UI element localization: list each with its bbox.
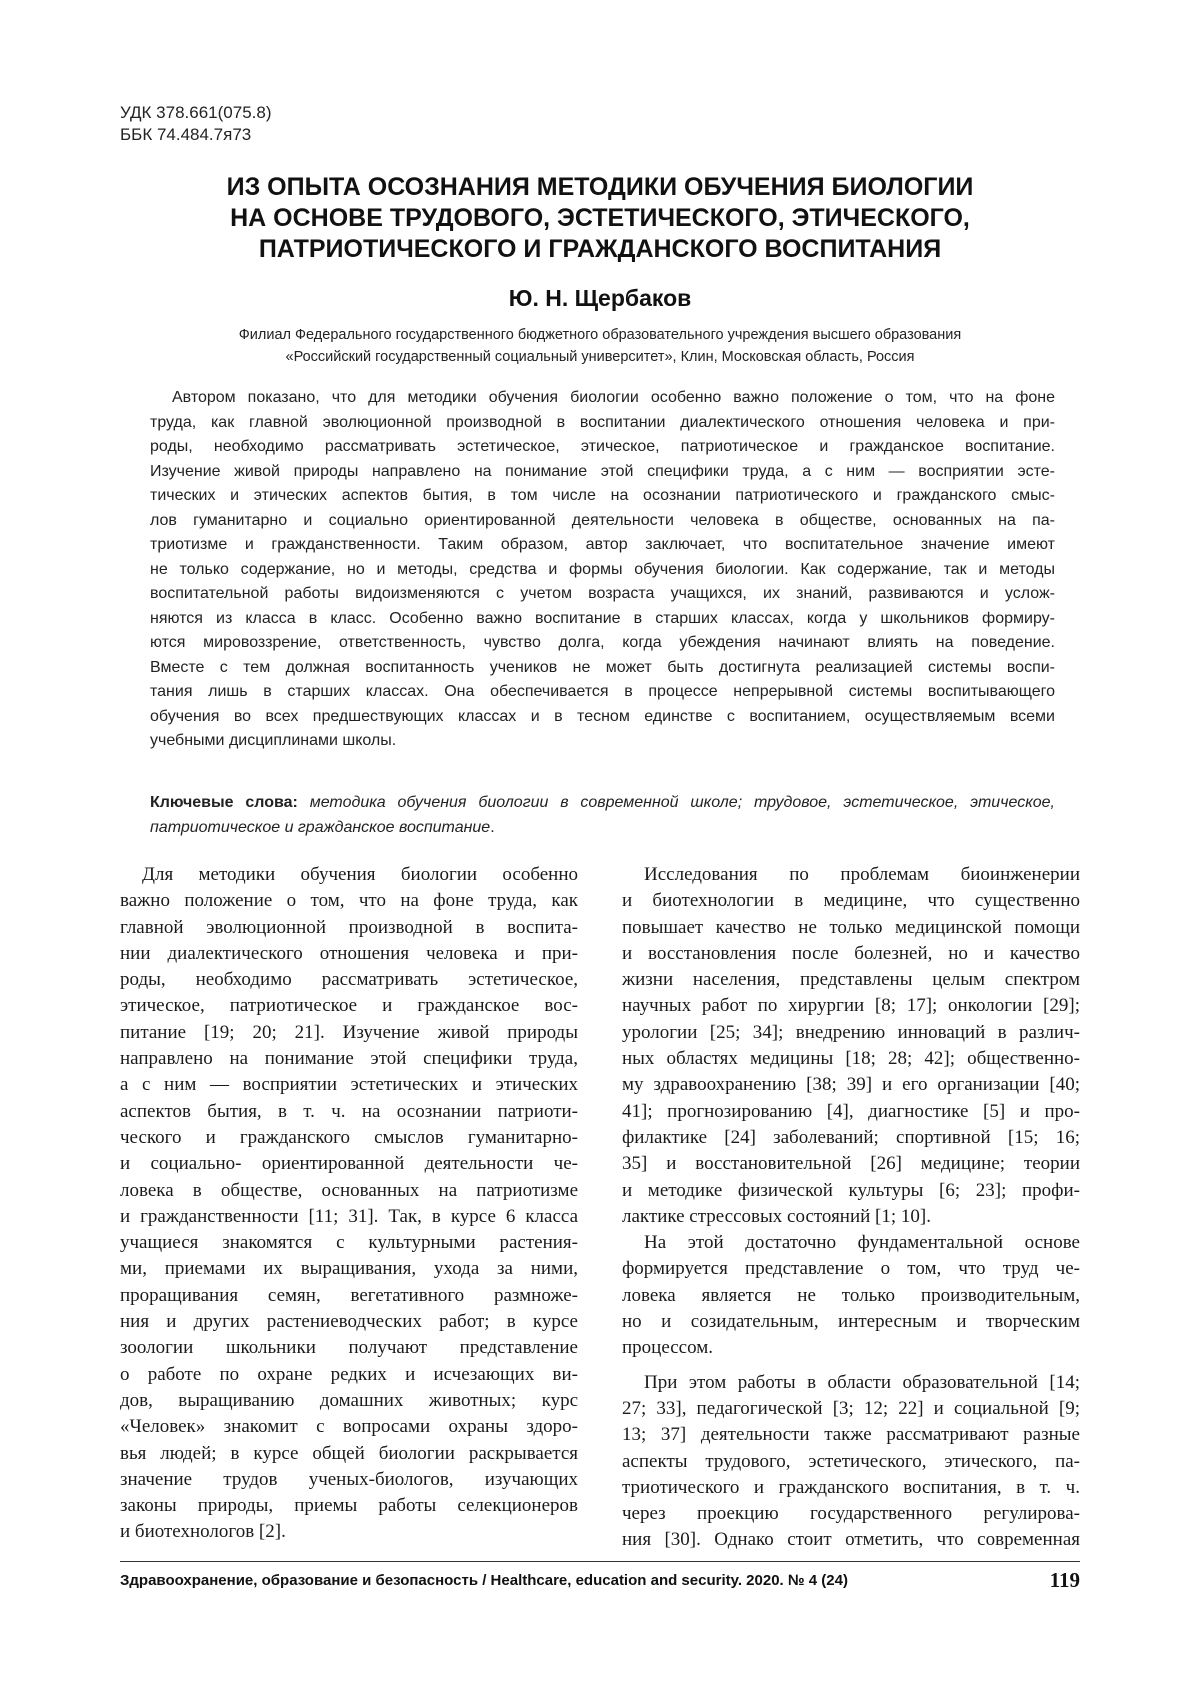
body-line: о работе по охране редких и исчезающих ви- xyxy=(120,1363,578,1385)
body-line: ми, приемами их выращивания, ухода за ними, xyxy=(120,1258,578,1280)
body-line: главной эволюционной производной в воспита- xyxy=(120,916,578,938)
body-line: ния [30]. Однако стоит отметить, что современная xyxy=(622,1529,1080,1551)
abstract-line: триотизме и гражданственности. Таким образом, автор заключает, что воспитательное значение имеют xyxy=(150,536,1055,553)
abstract-line: труда, как главной эволюционной производной в воспитании диалектического отношения человека и при- xyxy=(150,413,1055,431)
title-line: ИЗ ОПЫТА ОСОЗНАНИЯ МЕТОДИКИ ОБУЧЕНИЯ БИОЛОГИИ xyxy=(226,173,974,201)
body-line: роды, необходимо рассматривать эстетическое, xyxy=(120,969,578,991)
body-line: и социально- ориентированной деятельности че- xyxy=(120,1153,578,1175)
body-line: через проекцию государственного регулирова- xyxy=(622,1503,1080,1525)
body-line: но и созидательным, интересным и творческим xyxy=(622,1311,1080,1333)
abstract-line: Автором показано, что для методики обучения биологии особенно важно положение о том, что на фоне xyxy=(172,389,1055,406)
keywords-text: патриотическое и гражданское воспитание xyxy=(150,819,491,836)
body-line: 35] и восстановительной [26] медицине; теории xyxy=(622,1153,1080,1175)
body-line: вья людей; в курсе общей биологии раскрывается xyxy=(120,1442,578,1464)
body-column-left xyxy=(120,862,578,1546)
body-line: На этой достаточно фундаментальной основе xyxy=(644,1232,1080,1254)
keywords-end: . xyxy=(490,819,495,836)
abstract-line: воспитательной работы видоизменяются с учетом возраста учащихся, их знаний, развиваются и услож- xyxy=(150,585,1055,602)
body-line: дов, выращиванию домашних животных; курс xyxy=(120,1389,578,1411)
body-line: значение трудов ученых-биологов, изучающих xyxy=(120,1468,578,1490)
body-line: При этом работы в области образовательной [14; xyxy=(644,1371,1080,1393)
abstract-line: тических и этических аспектов бытия, в том числе на осознании патриотического и гражданского смыс- xyxy=(150,487,1055,504)
title-line: ПАТРИОТИЧЕСКОГО И ГРАЖДАНСКОГО ВОСПИТАНИЯ xyxy=(258,235,942,263)
author-affiliation xyxy=(130,324,1070,368)
body-line: Исследования по проблемам биоинженерии xyxy=(644,864,1080,885)
body-line: аспектов бытия, в т. ч. на осознании патриоти- xyxy=(120,1100,578,1122)
abstract-line: обучения во всех предшествующих классах и в тесном единстве с воспитанием, осуществляемым всеми xyxy=(150,707,1055,725)
body-line: проращивания семян, вегетативного размноже- xyxy=(120,1284,578,1306)
title-line: НА ОСНОВЕ ТРУДОВОГО, ЭСТЕТИЧЕСКОГО, ЭТИЧЕСКОГО, xyxy=(230,204,970,232)
body-line: «Человек» знакомит с вопросами охраны здоро- xyxy=(120,1416,578,1438)
affiliation-line: Филиал Федерального государственного бюджетного образовательного учреждения высшего образования xyxy=(238,327,962,343)
body-line: зоологии школьники получают представление xyxy=(120,1337,578,1359)
abstract-line: не только содержание, но и методы, средства и формы обучения биологии. Как содержание, так и методы xyxy=(150,560,1055,578)
body-line: ловека является не только производительным, xyxy=(622,1284,1080,1306)
body-line: аспекты трудового, эстетического, этического, па- xyxy=(622,1450,1080,1472)
keywords-line xyxy=(150,815,1055,840)
keywords-label: Ключевые слова: xyxy=(150,794,298,811)
body-line: питание [19; 20; 21]. Изучение живой природы xyxy=(120,1021,578,1043)
body-line: а с ним — восприятии эстетических и этических xyxy=(120,1074,578,1096)
body-line: филактике [24] заболеваний; спортивной [15; 16; xyxy=(622,1126,1080,1148)
abstract-line: роды, необходимо рассматривать эстетическое, этическое, патриотическое и гражданское воспитание. xyxy=(150,438,1055,455)
abstract-line: Вместе с тем должная воспитанность учеников не может быть достигнута реализацией системы воспи- xyxy=(150,658,1055,676)
keywords-line xyxy=(150,790,1055,815)
body-line: научных работ по хирургии [8; 17]; онкологии [29]; xyxy=(622,995,1080,1017)
body-line: нии диалектического отношения человека и при- xyxy=(120,942,578,964)
classification-codes xyxy=(120,102,272,146)
body-line: и биотехнологии в медицине, что существенно xyxy=(622,890,1080,912)
body-line: Для методики обучения биологии особенно xyxy=(142,864,578,885)
body-line: формируется представление о том, что труд че- xyxy=(622,1258,1080,1280)
abstract-line: Изучение живой природы направлено на понимание этой специфики труда, а с ним — восприятии эсте- xyxy=(150,462,1055,480)
body-line: жизни населения, представлены целым спектром xyxy=(622,969,1080,991)
article-author: Ю. Н. Щербаков xyxy=(508,285,692,311)
body-line: направлено на понимание этой специфики труда, xyxy=(120,1048,578,1070)
body-line: ных областях медицины [18; 28; 42]; общественно- xyxy=(622,1048,1080,1070)
body-line: процессом. xyxy=(622,1337,714,1359)
bbk-code: ББК 74.484.7я73 xyxy=(120,125,252,144)
body-line: повышает качество не только медицинской помощи xyxy=(622,916,1080,938)
paragraph-gap xyxy=(622,1362,1080,1370)
body-line: и восстановления после болезней, но и качество xyxy=(622,942,1080,964)
body-line: триотического и гражданского воспитания, в т. ч. xyxy=(622,1476,1080,1498)
keywords xyxy=(150,790,1055,840)
affiliation-line: «Российский государственный социальный университет», Клин, Московская область, Россия xyxy=(285,349,915,365)
body-line: му здравоохранению [38; 39] и его организации [40; xyxy=(622,1074,1080,1096)
body-line: ловека в обществе, основанных на патриотизме xyxy=(120,1179,578,1201)
body-line: ческого и гражданского смыслов гуманитарно- xyxy=(120,1126,578,1148)
page-number: 119 xyxy=(1049,1568,1080,1592)
body-line: ния и других растениеводческих работ; в курсе xyxy=(120,1311,578,1333)
body-line: и гражданственности [11; 31]. Так, в курсе 6 класса xyxy=(120,1205,578,1227)
body-line: лактике стрессовых состояний [1; 10]. xyxy=(622,1205,931,1227)
abstract-line: ются мировоззрение, ответственность, чувство долга, когда убеждения начинают влиять на поведение. xyxy=(150,634,1055,651)
body-line: урологии [25; 34]; внедрению инноваций в различ- xyxy=(622,1021,1080,1043)
body-line: и методике физической культуры [6; 23]; профи- xyxy=(622,1179,1080,1201)
body-line: 41]; прогнозированию [4], диагностике [5] и про- xyxy=(622,1100,1080,1122)
body-line: и биотехнологов [2]. xyxy=(120,1521,286,1543)
journal-footer: Здравоохранение, образование и безопасность / Healthcare, education and security. 2020. № 4 (24) xyxy=(120,1572,848,1589)
abstract-line: учебными дисциплинами школы. xyxy=(150,732,397,749)
keywords-text: методика обучения биологии в современной школе; трудовое, эстетическое, этическое, xyxy=(309,794,1055,811)
abstract-line: лов гуманитарно и социально ориентированной деятельности человека в обществе, основанных на па- xyxy=(150,511,1055,529)
body-line: 13; 37] деятельности также рассматривают разные xyxy=(622,1424,1080,1446)
footer-divider xyxy=(120,1561,1080,1562)
body-line: важно положение о том, что на фоне труда, как xyxy=(120,890,578,912)
body-line: этическое, патриотическое и гражданское вос- xyxy=(120,995,578,1017)
article-title xyxy=(130,172,1070,265)
abstract-line: няются из класса в класс. Особенно важно воспитание в старших классах, когда у школьников формиру- xyxy=(150,609,1055,627)
body-line: 27; 33], педагогической [3; 12; 22] и социальной [9; xyxy=(622,1397,1080,1419)
abstract xyxy=(150,386,1055,754)
body-line: законы природы, приемы работы селекционеров xyxy=(120,1495,578,1517)
body-line: учащиеся знакомятся с культурными растения- xyxy=(120,1232,578,1254)
udk-code: УДК 378.661(075.8) xyxy=(120,103,272,122)
body-column-right xyxy=(622,862,1080,1554)
abstract-line: тания лишь в старших классах. Она обеспечивается в процессе непрерывной системы воспитывающего xyxy=(150,683,1055,700)
